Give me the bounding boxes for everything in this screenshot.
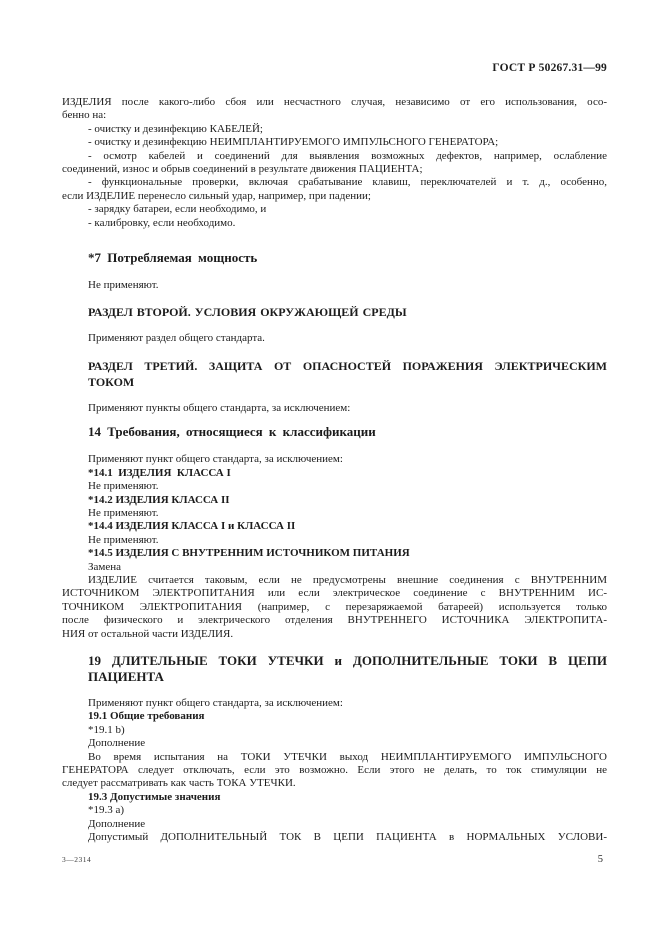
- clause-14-2-heading: *14.2 ИЗДЕЛИЯ КЛАССА II: [88, 493, 230, 506]
- section-environment-heading: РАЗДЕЛ ВТОРОЙ. УСЛОВИЯ ОКРУЖАЮЩЕЙ СРЕДЫ: [88, 305, 407, 320]
- clause-paragraph-line: НИЯ от остальной части ИЗДЕЛИЯ.: [62, 627, 234, 640]
- clause-paragraph-line: после физического и электрического отделения ВНУТРЕННЕГО ИСТОЧНИКА ЭЛЕКТРОПИТА-: [62, 614, 607, 627]
- clause-paragraph-line: Во время испытания на ТОКИ УТЕЧКИ выход НЕИМПЛАНТИРУЕМОГО ИМПУЛЬСНОГО: [88, 750, 607, 763]
- clause-14-4-heading: *14.4 ИЗДЕЛИЯ КЛАССА I и КЛАССА II: [88, 520, 296, 533]
- standard-number-header: ГОСТ Р 50267.31—99: [492, 62, 607, 74]
- list-item-continuation: если ИЗДЕЛИЕ перенесло сильный удар, например, при падении;: [62, 189, 371, 202]
- clause-19-3-heading: 19.3 Допустимые значения: [88, 790, 221, 803]
- list-item-line: - зарядку батареи, если необходимо, и: [88, 203, 267, 216]
- clause-14-1-heading: *14.1 ИЗДЕЛИЯ КЛАССА I: [88, 466, 231, 479]
- list-item-line: - осмотр кабелей и соединений для выявления возможных дефектов, например, ослабление: [88, 149, 607, 162]
- clause-line: Дополнение: [88, 737, 146, 750]
- clause-paragraph-line: следует рассматривать как часть ТОКА УТЕЧКИ.: [62, 777, 296, 790]
- intro-line: бенно на:: [62, 109, 107, 122]
- section-electrical-heading: [88, 358, 607, 390]
- clause-line: Замена: [88, 560, 122, 573]
- clause-line: *19.3 a): [88, 804, 125, 817]
- list-item-line: - очистку и дезинфекцию НЕИМПЛАНТИРУЕМОГО ИМПУЛЬСНОГО ГЕНЕРАТОРА;: [88, 136, 499, 149]
- list-item-line: - функциональные проверки, включая срабатывание клавиш, переключателей и т. д., особенно,: [88, 176, 607, 189]
- clause-paragraph-line: Допустимый ДОПОЛНИТЕЛЬНЫЙ ТОК В ЦЕПИ ПАЦИЕНТА в НОРМАЛЬНЫХ УСЛОВИ-: [88, 831, 607, 844]
- page-content: [62, 62, 607, 844]
- clause-paragraph-line: ИСТОЧНИКОМ ЭЛЕКТРОПИТАНИЯ или если электрическое соединение с ВНУТРЕННИМ ИС-: [62, 587, 607, 600]
- list-item-continuation: соединений, износ и обрыв соединений в результате движения ПАЦИЕНТА;: [62, 163, 423, 176]
- section-electrical-heading-line-1: РАЗДЕЛ ТРЕТИЙ. ЗАЩИТА ОТ ОПАСНОСТЕЙ ПОРАЖЕНИЯ ЭЛЕКТРИЧЕСКИМ: [88, 358, 607, 373]
- section-19-heading-line-1: 19 ДЛИТЕЛЬНЫЕ ТОКИ УТЕЧКИ и ДОПОЛНИТЕЛЬНЫЕ ТОКИ В ЦЕПИ: [88, 652, 607, 668]
- clause-paragraph-line: ТОЧНИКОМ ЭЛЕКТРОПИТАНИЯ (например, с перезаряжаемой батареей) используется только: [62, 600, 607, 613]
- clause-paragraph-line: ИЗДЕЛИЕ считается таковым, если не предусмотрены внешние соединения с ВНУТРЕННИМ: [88, 573, 607, 586]
- section-electrical-body: Применяют пункты общего стандарта, за исключением:: [88, 401, 351, 414]
- clause-paragraph-line: ГЕНЕРАТОРА следует отключать, если это возможно. Если этого не делать, то ток стимуляции не: [62, 764, 607, 776]
- intro-line: ИЗДЕЛИЯ после какого-либо сбоя или несчастного случая, независимо от его использования, осо-: [62, 96, 607, 108]
- clause-line: Применяют пункт общего стандарта, за исключением:: [88, 453, 343, 466]
- footer-print-code: 3—2314: [62, 855, 92, 864]
- section-7-body: Не применяют.: [88, 279, 159, 292]
- clause-line: Не применяют.: [88, 506, 159, 519]
- clause-line: Дополнение: [88, 817, 146, 830]
- clause-19-1-heading: 19.1 Общие требования: [88, 710, 205, 723]
- section-19-heading: [88, 653, 607, 685]
- list-item-line: - калибровку, если необходимо.: [88, 216, 236, 229]
- section-19-heading-line-2: ПАЦИЕНТА: [88, 668, 164, 684]
- clause-line: Применяют пункт общего стандарта, за исключением:: [88, 696, 343, 709]
- section-7-heading: *7 Потребляемая мощность: [88, 250, 258, 266]
- section-14-heading: 14 Требования, относящиеся к классификации: [88, 424, 376, 440]
- footer-page-number: 5: [597, 854, 603, 865]
- section-environment-body: Применяют раздел общего стандарта.: [88, 332, 265, 345]
- clause-14-5-heading: *14.5 ИЗДЕЛИЯ С ВНУТРЕННИМ ИСТОЧНИКОМ ПИТАНИЯ: [88, 547, 410, 560]
- clause-line: *19.1 b): [88, 723, 125, 736]
- section-electrical-heading-line-2: ТОКОМ: [88, 374, 135, 389]
- clause-line: Не применяют.: [88, 480, 159, 493]
- list-item-line: - очистку и дезинфекцию КАБЕЛЕЙ;: [88, 122, 263, 135]
- clause-line: Не применяют.: [88, 533, 159, 546]
